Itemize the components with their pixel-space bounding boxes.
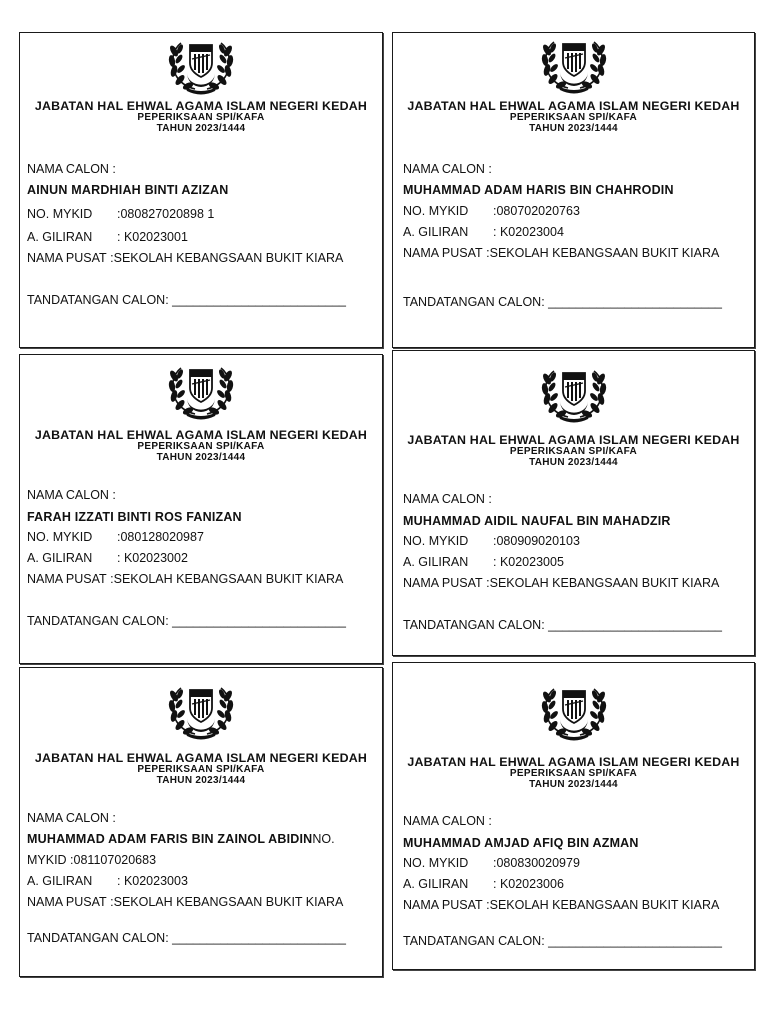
giliran-row	[403, 877, 564, 891]
department-title: JABATAN HAL EHWAL AGAMA ISLAM NEGERI KEDAH	[407, 99, 740, 113]
pusat-row	[27, 895, 343, 909]
mykid-label: NO. MYKID	[403, 534, 469, 548]
candidate-name: MUHAMMAD ADAM FARIS BIN ZAINOL ABIDIN	[27, 832, 313, 846]
signature-line: _________________________	[548, 934, 722, 948]
giliran-value: : K02023005	[493, 555, 564, 569]
nama-calon-label: NAMA CALON :	[27, 811, 116, 825]
card-fields	[27, 355, 378, 663]
candidate-name: MUHAMMAD ADAM HARIS BIN CHAHRODIN	[403, 183, 674, 197]
mykid-label: NO. MYKID	[27, 207, 93, 221]
giliran-value: : K02023001	[117, 230, 188, 244]
candidate-card-6	[392, 662, 755, 970]
pusat-value: :SEKOLAH KEBANGSAAN BUKIT KIARA	[110, 251, 344, 265]
mykid-row	[403, 204, 580, 218]
mykid-value: MYKID :081107020683	[27, 853, 157, 867]
tandatangan-label: TANDATANGAN CALON:	[403, 295, 545, 309]
nama-calon-label: NAMA CALON :	[403, 162, 492, 176]
candidate-card-4	[392, 32, 755, 348]
signature-line: _________________________	[172, 293, 346, 307]
tandatangan-label: TANDATANGAN CALON:	[403, 934, 545, 948]
giliran-label: A. GILIRAN	[403, 877, 469, 891]
mykid-value: :080128020987	[117, 530, 204, 544]
signature-row	[403, 618, 722, 632]
mykid-label: NO. MYKID	[403, 204, 469, 218]
exam-title: PEPERIKSAAN SPI/KAFA	[137, 112, 265, 124]
giliran-label: A. GILIRAN	[27, 874, 93, 888]
candidate-name: AINUN MARDHIAH BINTI AZIZAN	[27, 183, 229, 197]
candidate-name: MUHAMMAD AIDIL NAUFAL BIN MAHADZIR	[403, 514, 671, 528]
exam-year: TAHUN 2023/1444	[529, 123, 618, 135]
department-title: JABATAN HAL EHWAL AGAMA ISLAM NEGERI KEDAH	[34, 428, 368, 442]
candidate-card-5	[392, 350, 755, 656]
exam-year: TAHUN 2023/1444	[156, 123, 246, 135]
department-title: JABATAN HAL EHWAL AGAMA ISLAM NEGERI KEDAH	[34, 99, 368, 113]
giliran-row	[27, 874, 188, 888]
candidate-card-1	[19, 32, 383, 348]
pusat-value: :SEKOLAH KEBANGSAAN BUKIT KIARA	[486, 898, 720, 912]
pusat-label: NAMA PUSAT	[27, 572, 107, 586]
signature-line: _________________________	[172, 931, 346, 945]
pusat-value: :SEKOLAH KEBANGSAAN BUKIT KIARA	[110, 895, 344, 909]
pusat-value: :SEKOLAH KEBANGSAAN BUKIT KIARA	[110, 572, 344, 586]
exam-title: PEPERIKSAAN SPI/KAFA	[509, 446, 638, 458]
exam-year: TAHUN 2023/1444	[529, 779, 618, 791]
giliran-row	[27, 551, 188, 565]
signature-line: _________________________	[172, 614, 346, 628]
pusat-value: :SEKOLAH KEBANGSAAN BUKIT KIARA	[486, 576, 720, 590]
card-fields	[27, 33, 378, 347]
department-title: JABATAN HAL EHWAL AGAMA ISLAM NEGERI KEDAH	[407, 755, 740, 769]
mykid-label: NO. MYKID	[403, 856, 469, 870]
card-fields	[27, 668, 378, 976]
exam-title: PEPERIKSAAN SPI/KAFA	[137, 441, 265, 453]
giliran-row	[403, 555, 564, 569]
mykid-value: :080702020763	[493, 204, 580, 218]
nama-calon-label: NAMA CALON :	[403, 814, 492, 828]
exam-title: PEPERIKSAAN SPI/KAFA	[137, 764, 265, 776]
tandatangan-label: TANDATANGAN CALON:	[27, 614, 169, 628]
mykid-value: :080827020898 1	[117, 207, 215, 221]
tandatangan-label: TANDATANGAN CALON:	[27, 293, 169, 307]
signature-row	[403, 295, 722, 309]
pusat-label: NAMA PUSAT	[27, 251, 107, 265]
pusat-row	[403, 246, 719, 260]
candidate-name: FARAH IZZATI BINTI ROS FANIZAN	[27, 510, 242, 524]
signature-row	[27, 293, 346, 307]
nama-calon-label: NAMA CALON :	[403, 492, 492, 506]
exam-year: TAHUN 2023/1444	[156, 452, 246, 464]
mykid-row	[403, 856, 580, 870]
exam-year: TAHUN 2023/1444	[156, 775, 246, 787]
pusat-row	[403, 576, 719, 590]
nama-calon-label: NAMA CALON :	[27, 162, 116, 176]
giliran-row	[27, 230, 188, 244]
candidate-card-3	[19, 667, 383, 977]
tandatangan-label: TANDATANGAN CALON:	[403, 618, 545, 632]
signature-line: _________________________	[548, 295, 722, 309]
pusat-label: NAMA PUSAT	[403, 246, 483, 260]
mykid-value: :080909020103	[493, 534, 580, 548]
pusat-row	[27, 572, 343, 586]
mykid-row	[403, 534, 580, 548]
giliran-value: : K02023006	[493, 877, 564, 891]
signature-row	[27, 614, 346, 628]
giliran-row	[403, 225, 564, 239]
pusat-value: :SEKOLAH KEBANGSAAN BUKIT KIARA	[486, 246, 720, 260]
giliran-value: : K02023003	[117, 874, 188, 888]
signature-line: _________________________	[548, 618, 722, 632]
pusat-label: NAMA PUSAT	[403, 576, 483, 590]
card-fields	[403, 33, 750, 347]
giliran-label: A. GILIRAN	[403, 225, 469, 239]
giliran-value: : K02023002	[117, 551, 188, 565]
giliran-label: A. GILIRAN	[403, 555, 469, 569]
tandatangan-label: TANDATANGAN CALON:	[27, 931, 169, 945]
giliran-label: A. GILIRAN	[27, 551, 93, 565]
exam-year: TAHUN 2023/1444	[529, 457, 618, 469]
pusat-label: NAMA PUSAT	[27, 895, 107, 909]
signature-row	[403, 934, 722, 948]
pusat-row	[403, 898, 719, 912]
nama-calon-label: NAMA CALON :	[27, 488, 116, 502]
candidate-name-row	[27, 832, 335, 846]
signature-row	[27, 931, 346, 945]
department-title: JABATAN HAL EHWAL AGAMA ISLAM NEGERI KEDAH	[407, 433, 740, 447]
mykid-label-prefix: NO.	[312, 832, 335, 846]
mykid-value: :080830020979	[493, 856, 580, 870]
exam-title: PEPERIKSAAN SPI/KAFA	[509, 112, 638, 124]
giliran-label: A. GILIRAN	[27, 230, 93, 244]
candidate-card-2	[19, 354, 383, 664]
giliran-value: : K02023004	[493, 225, 564, 239]
mykid-label: NO. MYKID	[27, 530, 93, 544]
department-title: JABATAN HAL EHWAL AGAMA ISLAM NEGERI KEDAH	[34, 751, 368, 765]
mykid-row	[27, 530, 204, 544]
pusat-label: NAMA PUSAT	[403, 898, 483, 912]
candidate-name: MUHAMMAD AMJAD AFIQ BIN AZMAN	[403, 836, 639, 850]
card-fields	[403, 351, 750, 655]
pusat-row	[27, 251, 343, 265]
exam-title: PEPERIKSAAN SPI/KAFA	[509, 768, 638, 780]
mykid-row	[27, 207, 214, 221]
card-fields	[403, 663, 750, 969]
